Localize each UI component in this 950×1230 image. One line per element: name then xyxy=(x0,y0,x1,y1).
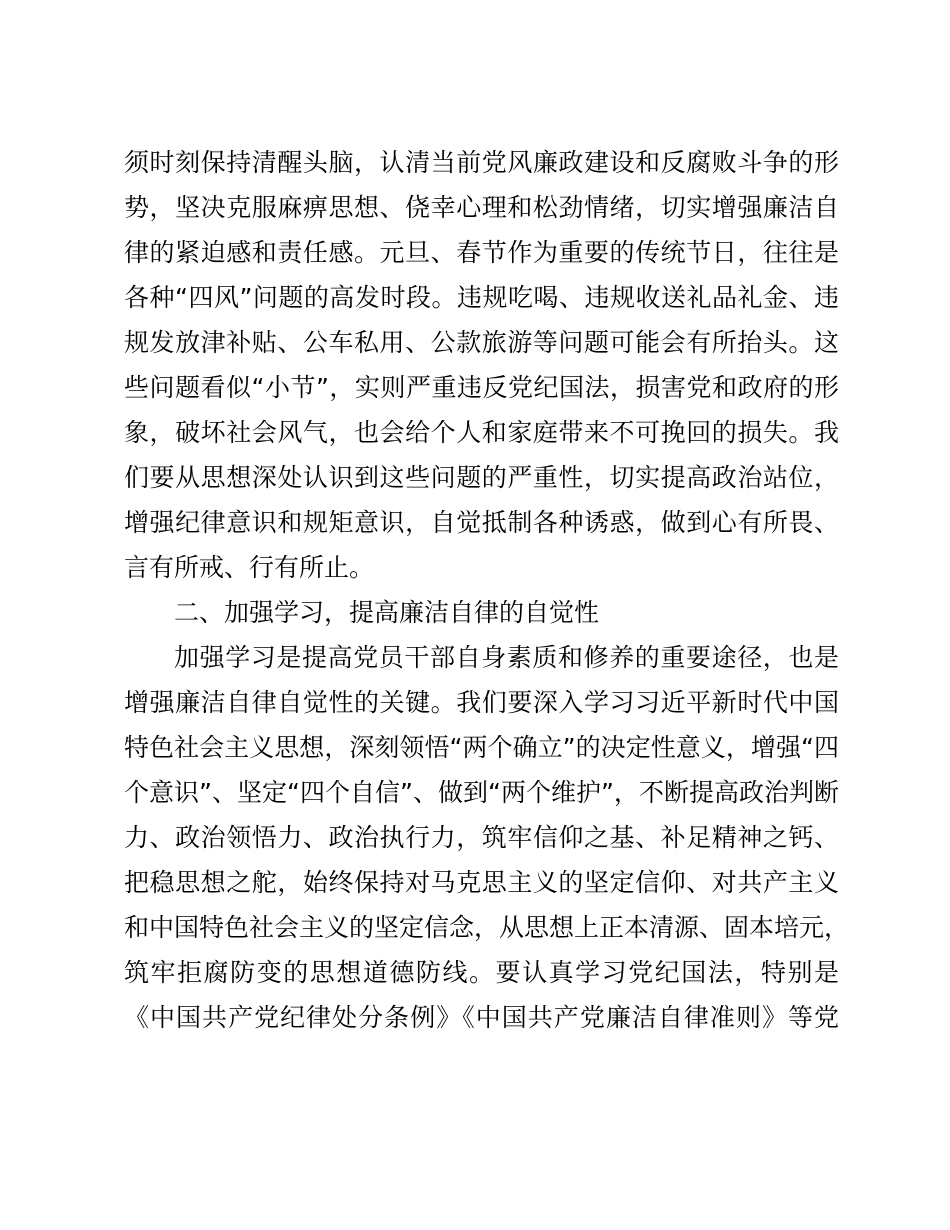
body-line: 各种“四风”问题的高发时段。违规吃喝、违规收送礼品礼金、违 xyxy=(124,283,839,312)
body-line: 律的紧迫感和责任感。元旦、春节作为重要的传统节日，往往是 xyxy=(124,238,839,267)
section-heading: 二、加强学习，提高廉洁自律的自觉性 xyxy=(174,598,600,627)
body-line: 《中国共产党纪律处分条例》《中国共产党廉洁自律准则》等党 xyxy=(124,1003,839,1032)
body-line: 力、政治领悟力、政治执行力，筑牢信仰之基、补足精神之钙、 xyxy=(124,823,839,852)
body-line: 增强廉洁自律自觉性的关键。我们要深入学习习近平新时代中国 xyxy=(124,688,839,717)
body-line: 势，坚决克服麻痹思想、侥幸心理和松劲情绪，切实增强廉洁自 xyxy=(124,193,839,222)
body-line: 特色社会主义思想，深刻领悟“两个确立”的决定性意义，增强“四 xyxy=(124,733,839,762)
body-line: 须时刻保持清醒头脑，认清当前党风廉政建设和反腐败斗争的形 xyxy=(124,148,839,177)
body-line: 个意识”、坚定“四个自信”、做到“两个维护”，不断提高政治判断 xyxy=(124,778,839,807)
body-line: 些问题看似“小节”，实则严重违反党纪国法，损害党和政府的形 xyxy=(124,373,839,402)
body-line: 们要从思想深处认识到这些问题的严重性，切实提高政治站位， xyxy=(124,463,839,492)
body-line: 增强纪律意识和规矩意识，自觉抵制各种诱惑，做到心有所畏、 xyxy=(124,508,839,537)
paragraph-first-line: 加强学习是提高党员干部自身素质和修养的重要途径，也是 xyxy=(174,643,839,672)
body-line: 筑牢拒腐防变的思想道德防线。要认真学习党纪国法，特别是 xyxy=(124,958,839,987)
body-line: 象，破坏社会风气，也会给个人和家庭带来不可挽回的损失。我 xyxy=(124,418,839,447)
body-line: 规发放津补贴、公车私用、公款旅游等问题可能会有所抬头。这 xyxy=(124,328,839,357)
body-line: 和中国特色社会主义的坚定信念，从思想上正本清源、固本培元， xyxy=(124,913,850,942)
body-line: 把稳思想之舵，始终保持对马克思主义的坚定信仰、对共产主义 xyxy=(124,868,839,897)
document-body xyxy=(124,140,850,1040)
paragraph-end-line: 言有所戒、行有所止。 xyxy=(124,553,375,582)
